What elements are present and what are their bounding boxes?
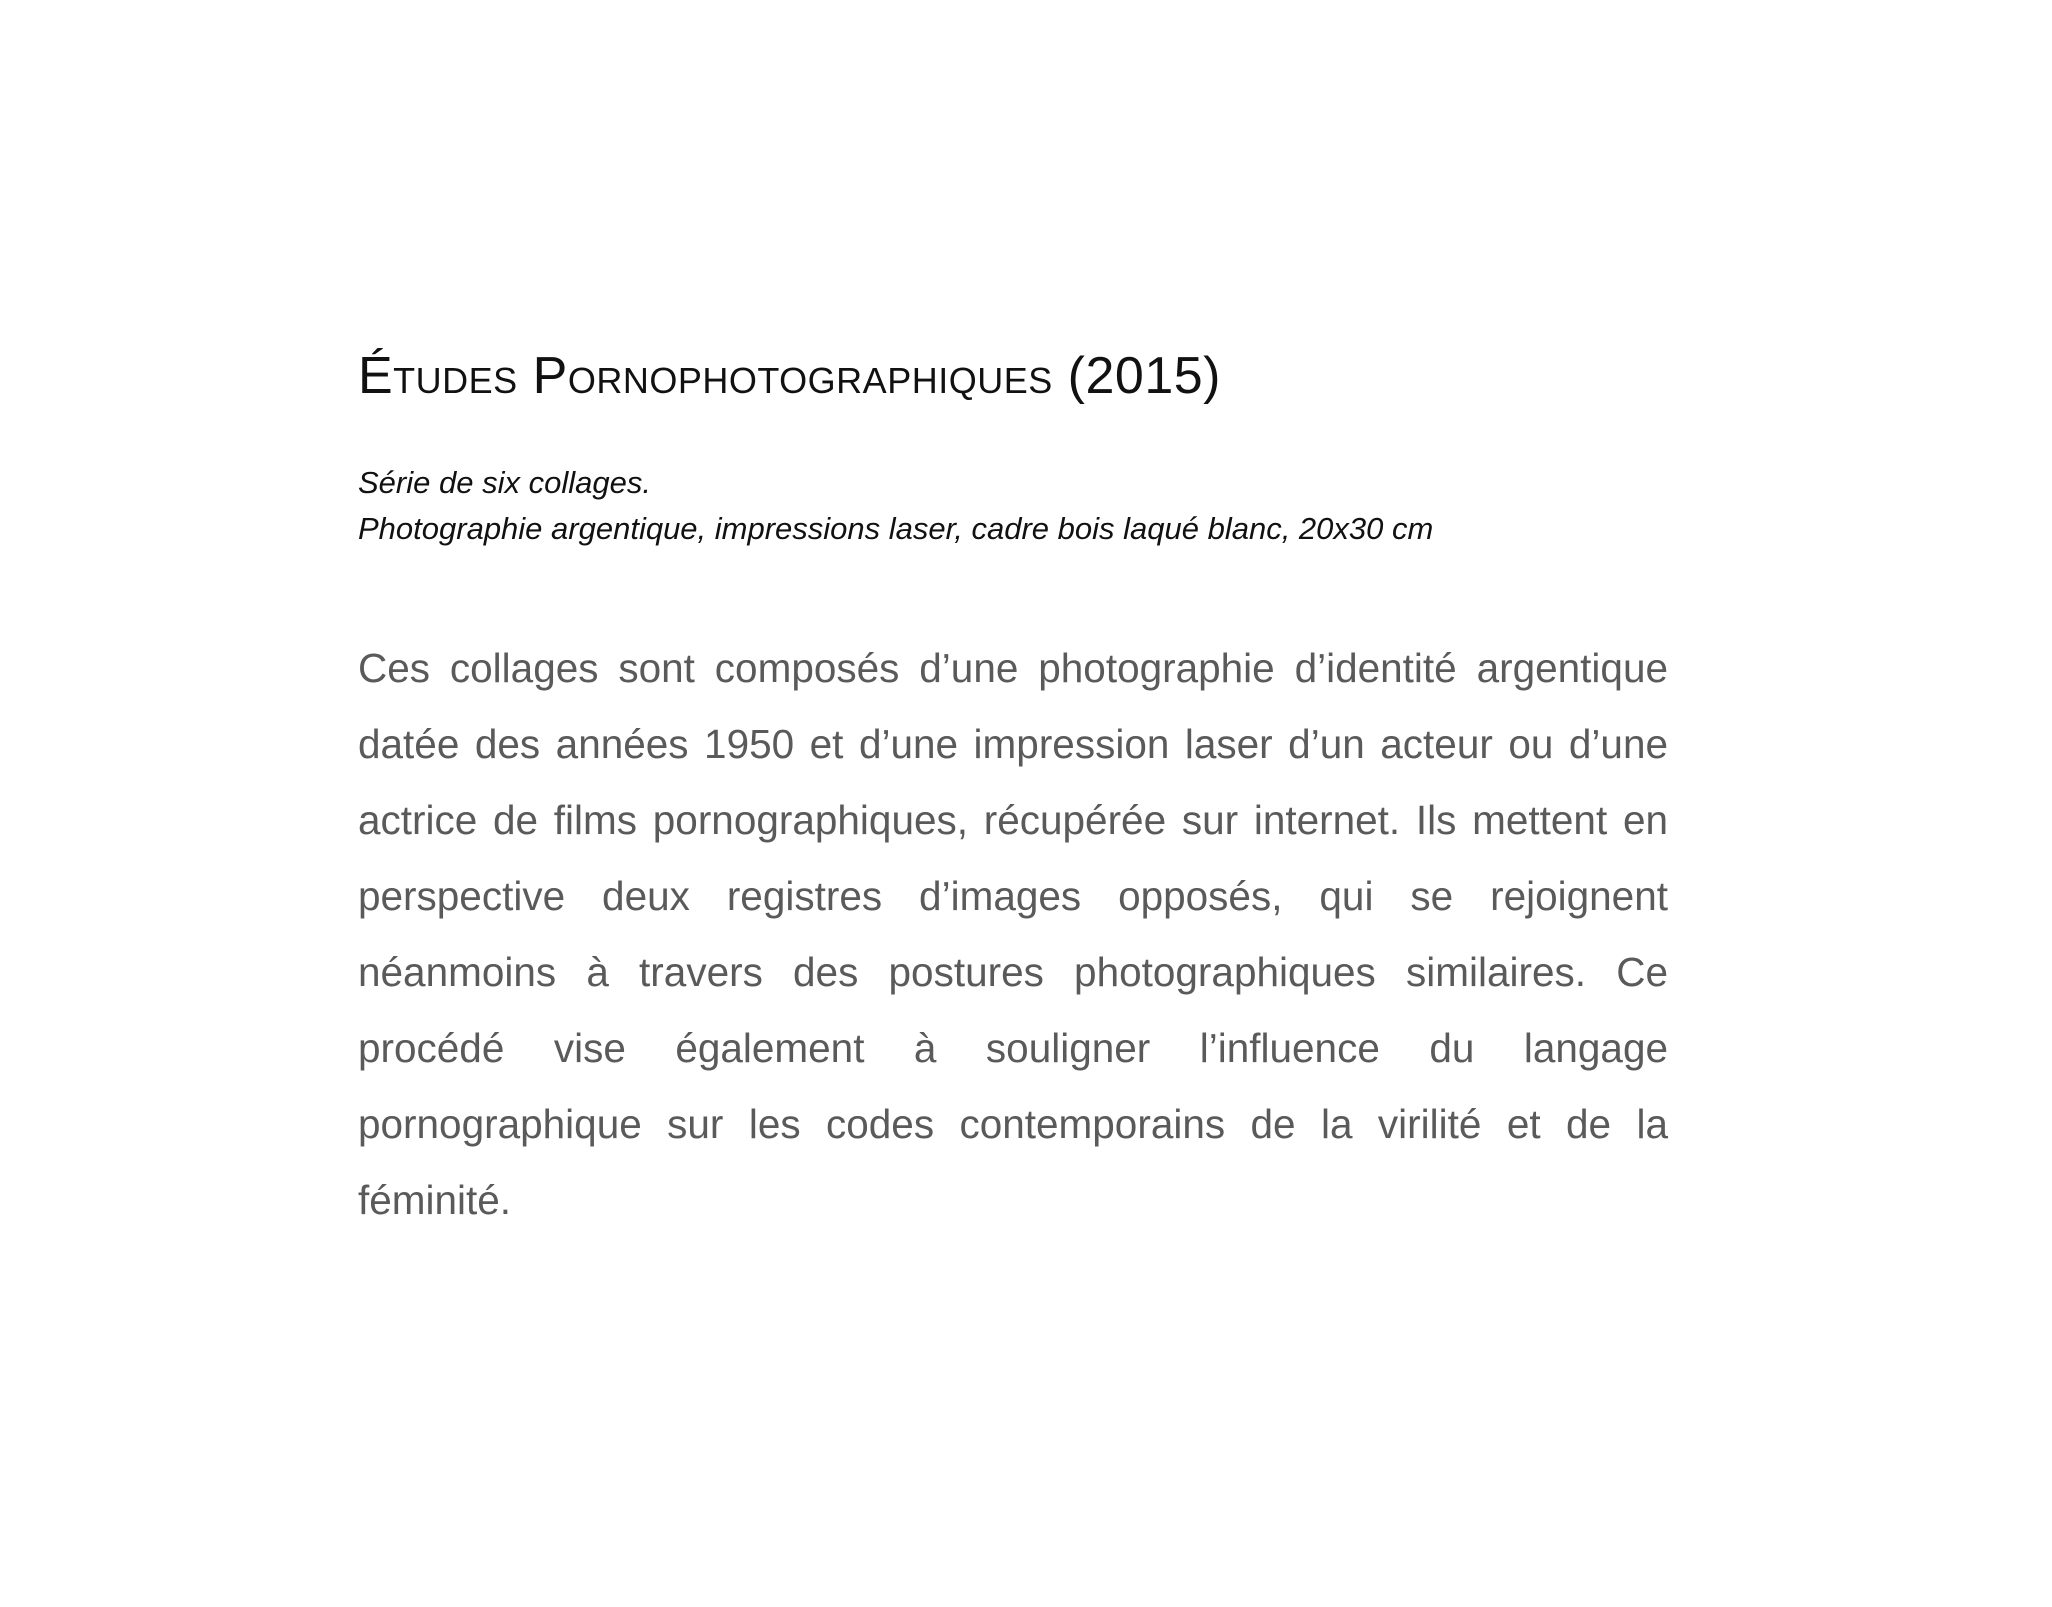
document-title: Études Pornophotographiques (2015) [358, 347, 1221, 405]
series-description: Série de six collages. [358, 465, 651, 500]
materials-description: Photographie argentique, impressions laser, cadre bois laqué blanc, 20x30 cm [358, 511, 1434, 546]
document-content [358, 340, 1668, 1238]
artwork-details [358, 460, 1668, 552]
description-paragraph: Ces collages sont composés d’une photographie d’identité argentique datée des années 1950 et d’une impression laser d’un acteur ou d’une actrice de films pornographiques, récupérée sur internet. Ils mettent en perspective deux registres d’images opposés, qui se rejoignent néanmoins à travers des postures photographiques similaires. Ce procédé vise également à souligner l’influence du langage pornographique sur les codes contemporains de la virilité et de la féminité. [358, 645, 1668, 1223]
